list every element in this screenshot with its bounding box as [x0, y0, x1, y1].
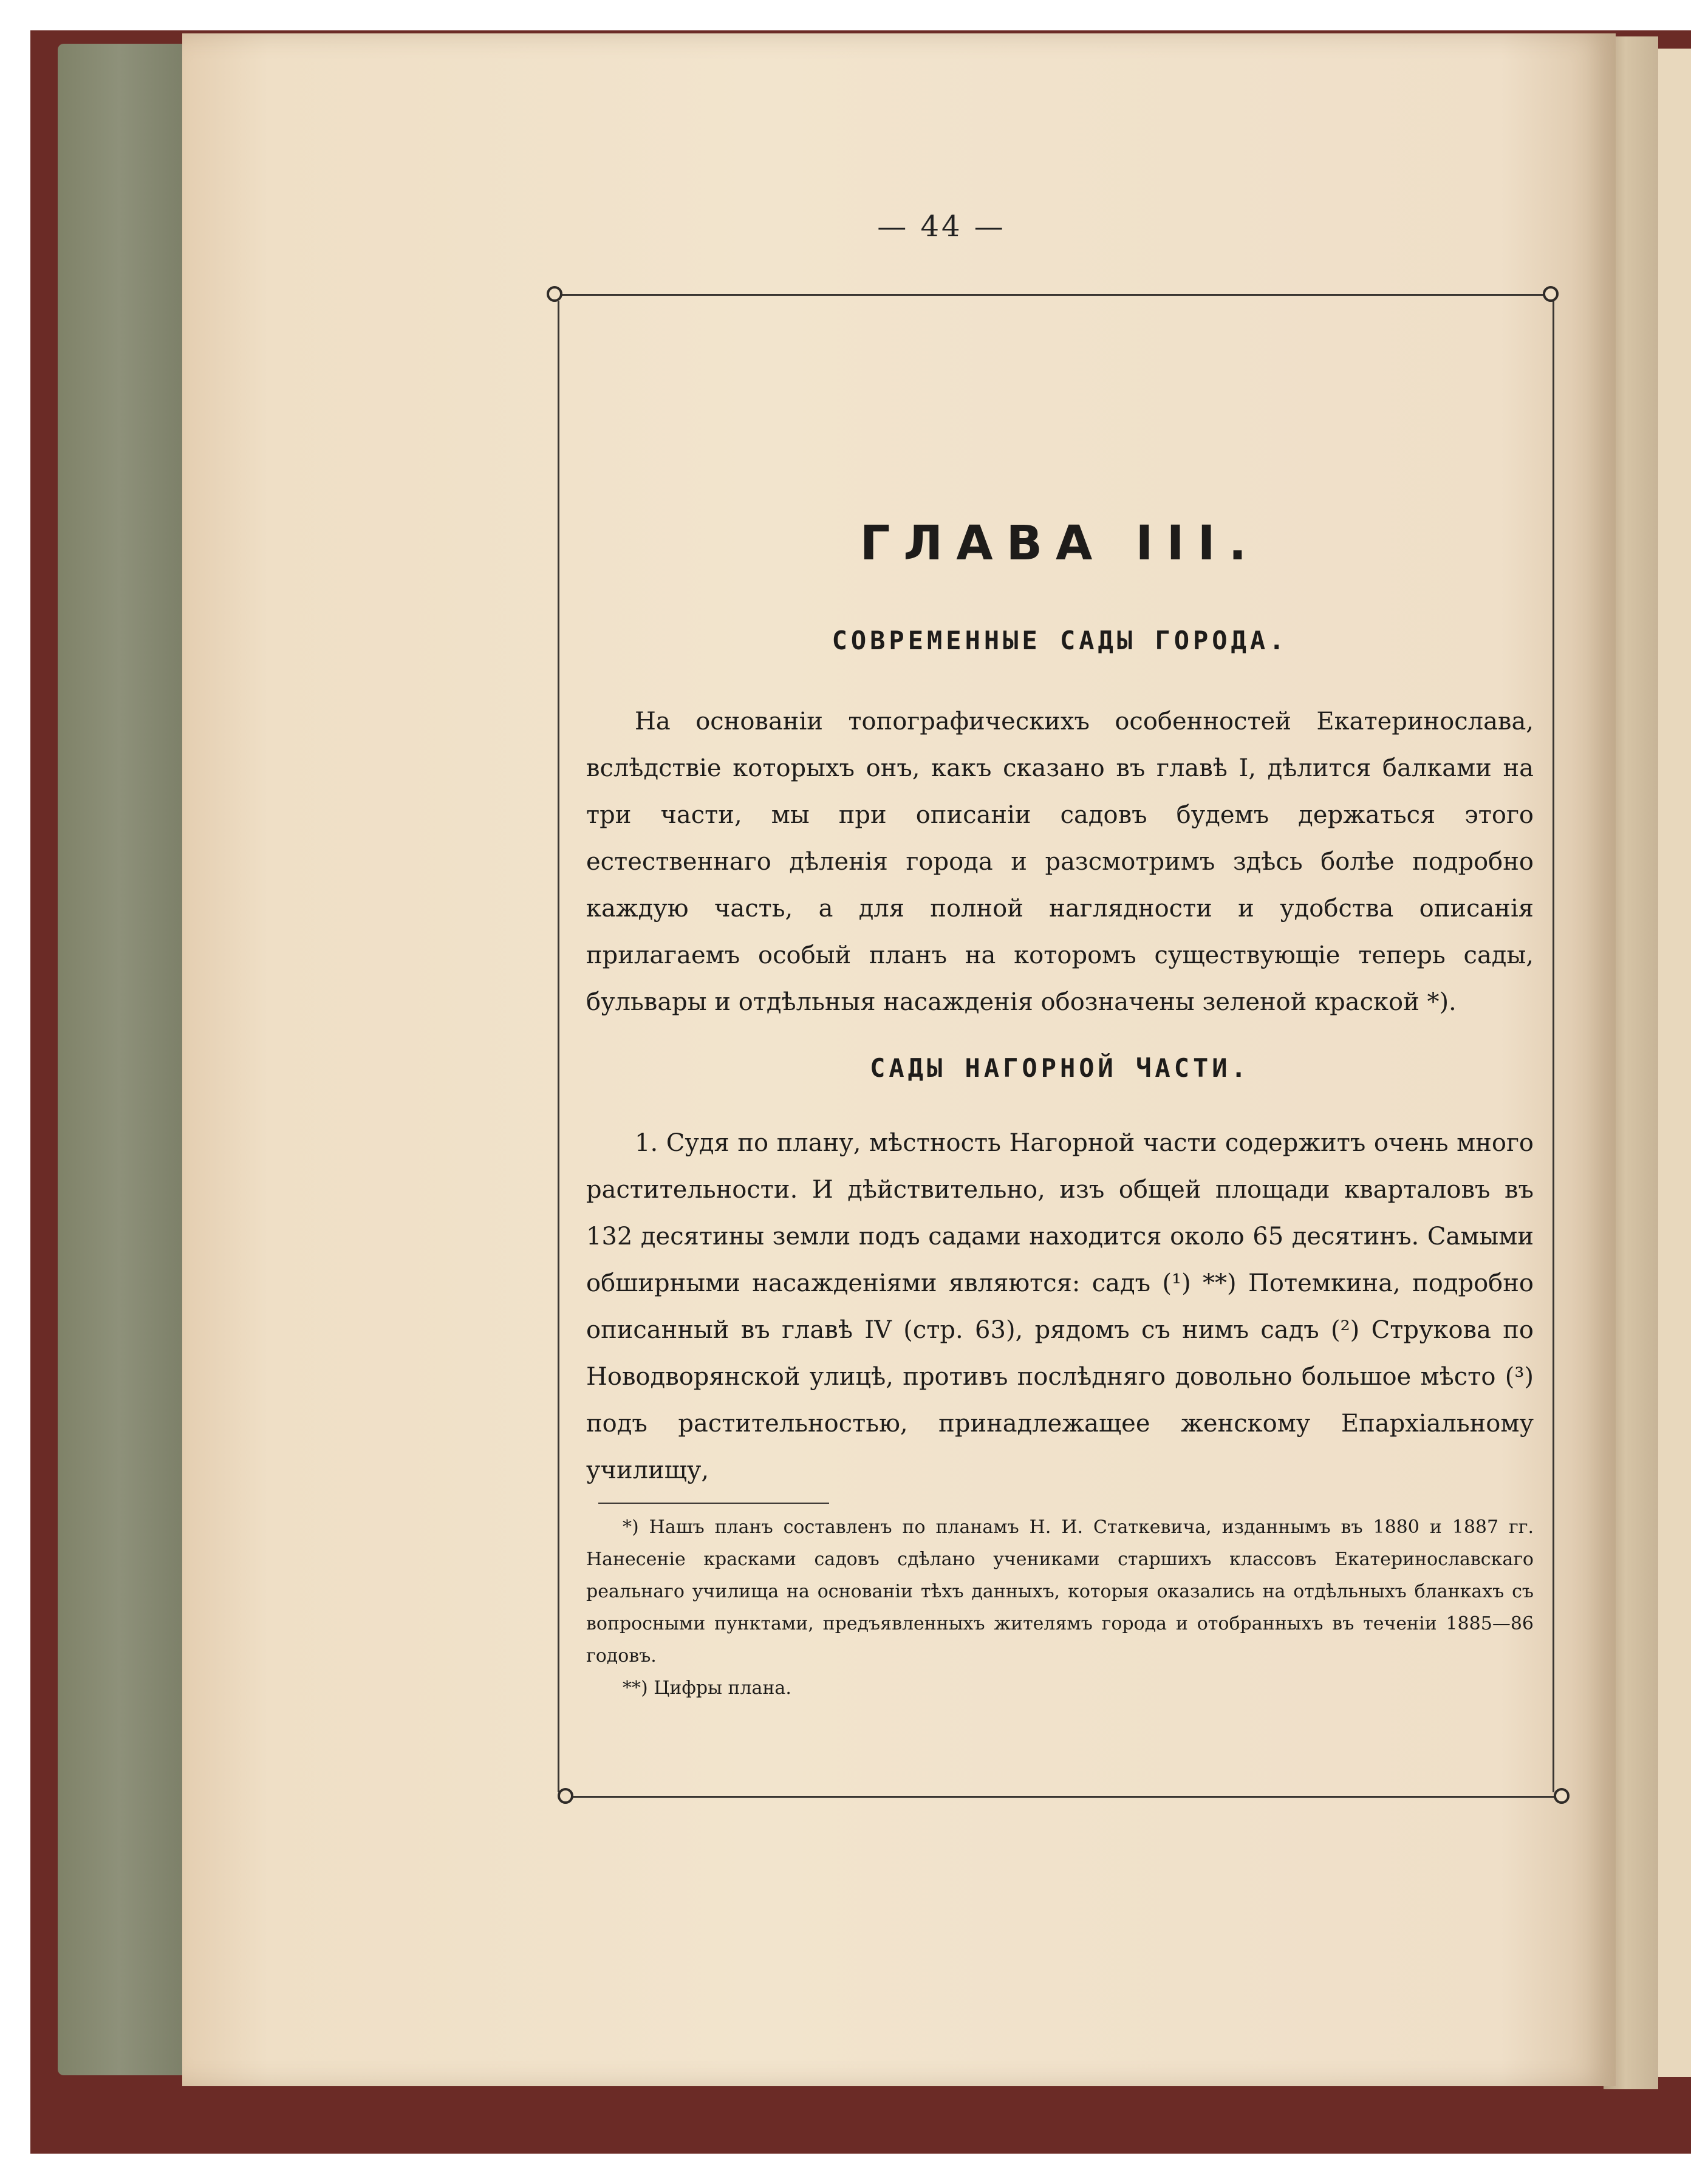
- section-paragraph: 1. Судя по плану, мѣстность Нагорной части содержитъ очень много растительности. И дѣйствительно, изъ общей площади кварталовъ въ 132 десятины земли подъ садами находится около 65 десятинъ. Самыми обширными насажденiями являются: садъ (¹) **) Потемкина, подробно описанный въ главѣ IV (стр. 63), рядомъ съ нимъ садъ (²) Струкова по Новодворянской улицѣ, противъ послѣдняго довольно большое мѣсто (³) подъ растительностью, принадлежащее женскому Епархiальному училищу,: [586, 1129, 1534, 1484]
- chapter-subtitle: СОВРЕМЕННЫЕ САДЫ ГОРОДА.: [832, 626, 1288, 655]
- page-text: [586, 261, 1534, 1704]
- footnote-divider: [598, 1503, 829, 1504]
- corner-ornament-icon: [1543, 286, 1559, 302]
- frame-right-rule: [1553, 301, 1554, 1792]
- frame-bottom-rule: [565, 1796, 1561, 1798]
- binding-strip: [58, 44, 194, 2075]
- intro-paragraph: На основанiи топографическихъ особенностей Екатеринослава, вслѣдствiе которыхъ онъ, какъ сказано въ главѣ I, дѣлится балками на три части, мы при описанiи садовъ будемъ держаться этого естественнаго дѣленiя города и разсмотримъ здѣсь болѣе подробно каждую часть, а для полной наглядности и удобства описанiя прилагаемъ особый планъ на которомъ существующiе теперь сады, бульвары и отдѣльныя насажденiя обозначены зеленой краской *).: [586, 708, 1534, 1016]
- section-title: САДЫ НАГОРНОЙ ЧАСТИ.: [870, 1053, 1250, 1083]
- corner-ornament-icon: [558, 1788, 573, 1804]
- page-number: — 44 —: [877, 210, 1006, 244]
- footnote-plan-numbers: **) Цифры плана.: [623, 1677, 791, 1699]
- chapter-title: ГЛАВА III.: [859, 516, 1260, 571]
- corner-ornament-icon: [1554, 1788, 1570, 1804]
- frame-left-rule: [558, 301, 559, 1792]
- footnote-plan-source: *) Нашъ планъ составленъ по планамъ Н. И. Статкевича, изданнымъ въ 1880 и 1887 гг. Нанесенiе красками садовъ сдѣлано учениками старшихъ классовъ Екатеринославскаго реальнаго училища на основанiи тѣхъ данныхъ, которыя оказались на отдѣльныхъ бланкахъ съ вопросными пунктами, предъявленныхъ жителямъ города и отобранныхъ въ теченiи 1885—86 годовъ.: [586, 1517, 1534, 1667]
- corner-ornament-icon: [547, 286, 562, 302]
